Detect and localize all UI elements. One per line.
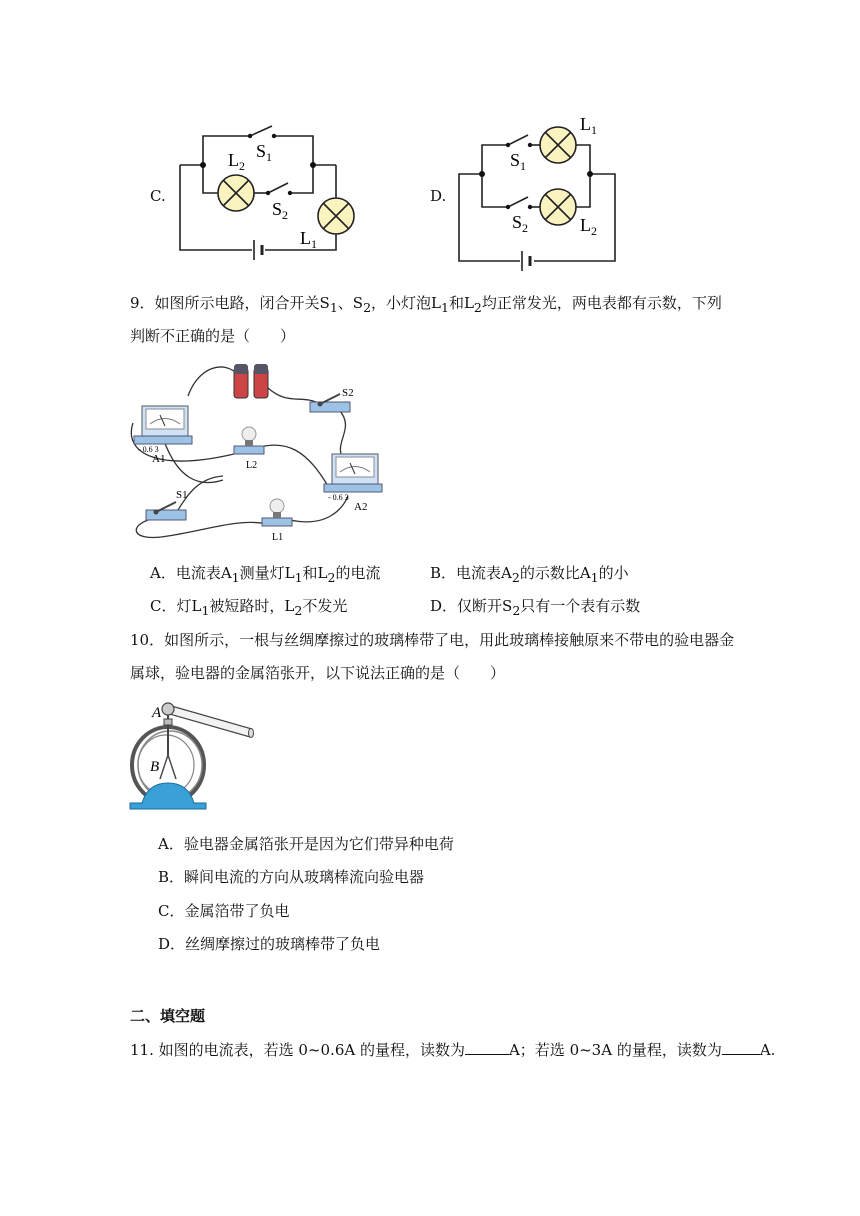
question-9-option-b: B．电流表$A_2$的示数比$A_1$的小 bbox=[430, 564, 629, 585]
svg-text:L2: $L_2$ bbox=[580, 215, 597, 238]
circuit-diagram-d bbox=[450, 108, 630, 273]
ammeter-a2-icon bbox=[324, 454, 382, 492]
question-10-stem-line1: 10．如图所示，一根与丝绸摩擦过的玻璃棒带了电，用此玻璃棒接触原来不带电的验电器金 bbox=[130, 631, 735, 649]
svg-text:S2: $S_2$ bbox=[272, 199, 289, 222]
answer-blank-1[interactable] bbox=[465, 1038, 509, 1055]
ammeter-a2-label: A2 bbox=[354, 501, 368, 513]
svg-text:S1: $S_1$ bbox=[510, 150, 527, 173]
answer-blank-2[interactable] bbox=[722, 1038, 760, 1055]
switch-s2-label: S2 bbox=[342, 387, 354, 399]
svg-text:L2: $L_2$ bbox=[228, 150, 245, 173]
question-9-stem-line1: 9．如图所示电路，闭合开关$S_1$、$S_2$，小灯泡$L_1$和$L_2$均正常发光，两电表都有示数，下列 bbox=[130, 294, 722, 315]
lamp-l1-label: L1 bbox=[272, 532, 284, 543]
circuit-diagram-c bbox=[170, 108, 380, 268]
battery-icon bbox=[234, 364, 268, 398]
lamp-l1-icon bbox=[262, 499, 292, 526]
option-c-label: C. bbox=[150, 187, 166, 205]
label-b: B bbox=[150, 759, 160, 775]
ammeter-a2-scale: - 0.6 3 bbox=[328, 493, 349, 502]
ammeter-a1-icon bbox=[134, 406, 192, 444]
electroscope-figure bbox=[128, 695, 258, 815]
lamp-l1-icon bbox=[318, 198, 354, 234]
question-9-option-c: C．灯$L_1$被短路时，$L_2$不发光 bbox=[150, 597, 348, 618]
switch-s1-label: S1 bbox=[176, 489, 188, 501]
lamp-l1-icon bbox=[540, 127, 576, 163]
question-11-stem: 11. 如图的电流表，若选 0~0.6A 的量程，读数为 A；若选 0~3A 的量程，读数为 A. bbox=[130, 1038, 775, 1061]
svg-text:L1: $L_1$ bbox=[580, 114, 597, 137]
question-10-stem-line2: 属球，验电器的金属箔张开，以下说法正确的是（ ） bbox=[130, 664, 506, 682]
question-10-option-a: A．验电器金属箔张开是因为它们带异种电荷 bbox=[158, 835, 454, 853]
question-10-option-d: D．丝绸摩擦过的玻璃棒带了负电 bbox=[158, 935, 381, 953]
circuit-photo-q9 bbox=[128, 358, 390, 553]
question-10-option-c: C．金属箔带了负电 bbox=[158, 902, 290, 920]
lamp-l2-icon bbox=[234, 427, 264, 454]
svg-text:S1: $S_1$ bbox=[256, 141, 273, 164]
lamp-l2-icon bbox=[218, 175, 254, 211]
question-9-option-d: D．仅断开$S_2$只有一个表有示数 bbox=[430, 597, 641, 618]
switch-s1-icon bbox=[146, 502, 186, 520]
ammeter-a1-label: A1 bbox=[152, 453, 166, 465]
svg-text:L1: $L_1$ bbox=[300, 228, 317, 251]
ammeter-a1-scale: - 0.6 3 bbox=[138, 445, 159, 454]
lamp-l2-label: L2 bbox=[246, 460, 258, 471]
option-d-label: D. bbox=[430, 187, 447, 205]
question-9-stem-line2: 判断不正确的是（ ） bbox=[130, 327, 296, 345]
lamp-l2-icon bbox=[540, 189, 576, 225]
section-title: 二、填空题 bbox=[130, 1007, 206, 1025]
svg-text:S2: $S_2$ bbox=[512, 212, 529, 235]
question-10-option-b: B．瞬间电流的方向从玻璃棒流向验电器 bbox=[158, 868, 425, 886]
question-9-option-a: A．电流表$A_1$测量灯$L_1$和$L_2$的电流 bbox=[150, 564, 381, 585]
label-a: A bbox=[152, 705, 162, 721]
